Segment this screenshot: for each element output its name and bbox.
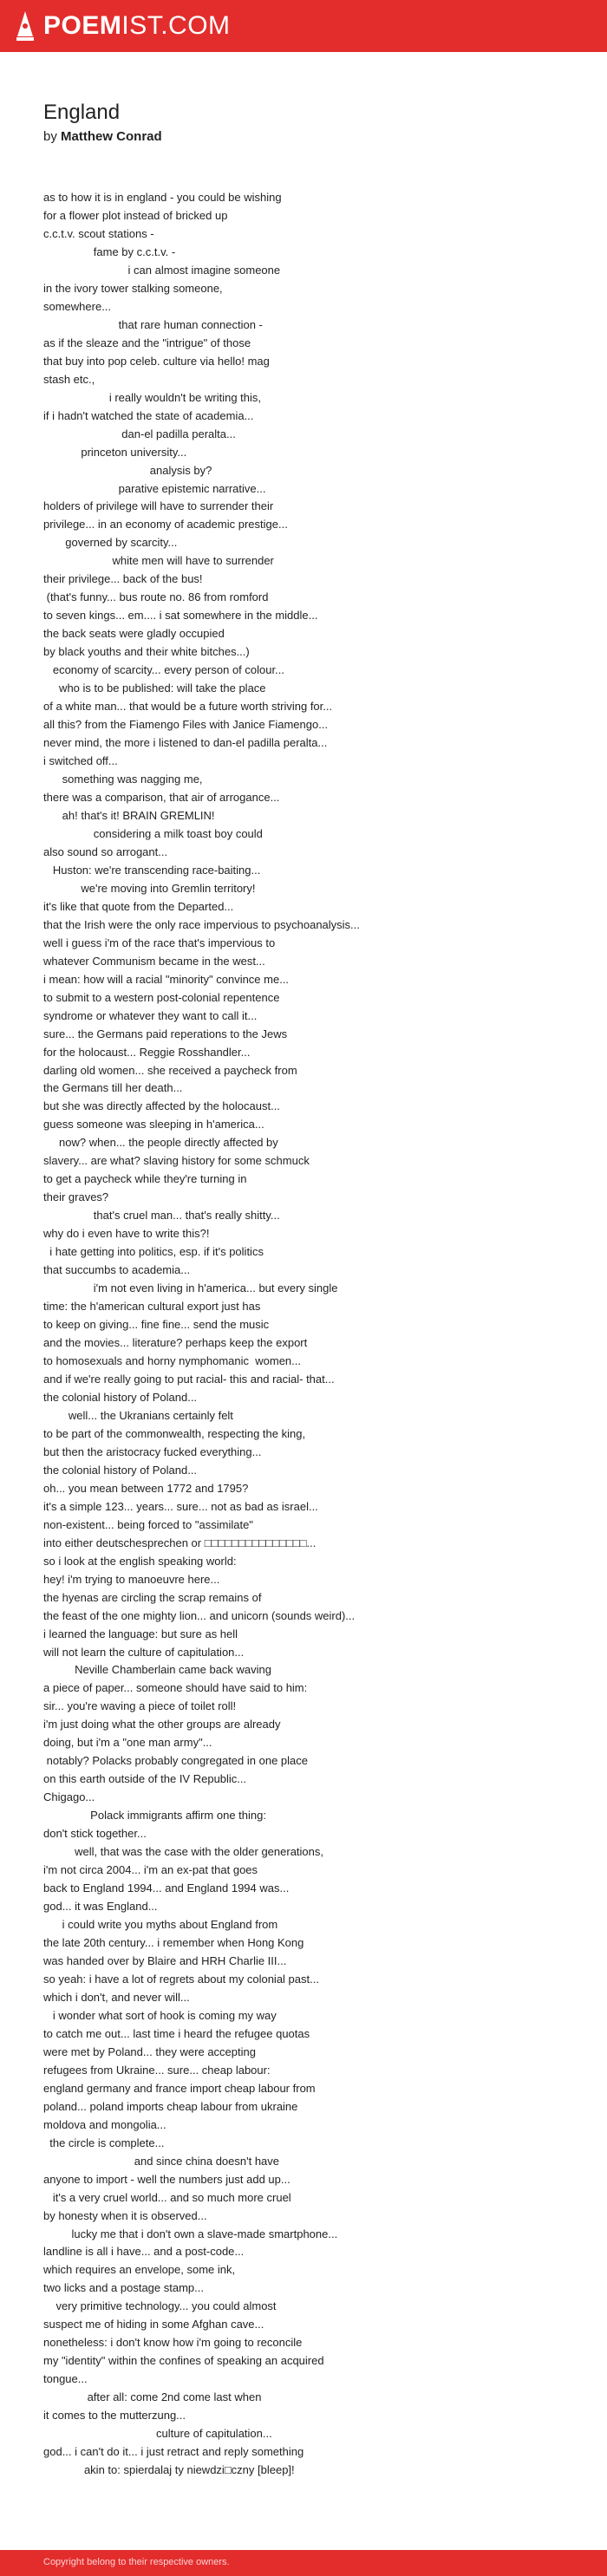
poem-line: why do i even have to write this?!: [43, 1227, 210, 1241]
poem-line: (that's funny... bus route no. 86 from romford: [43, 590, 269, 604]
poem-line: the circle is complete...: [43, 2136, 165, 2149]
poem-line: Polack immigrants affirm one thing:: [43, 1809, 266, 1823]
poem-line: ah! that's it! BRAIN GREMLIN!: [43, 808, 215, 822]
logo-text-bold: POEM: [43, 11, 122, 40]
poem-line: to submit to a western post-colonial repentence: [43, 990, 280, 1004]
poem-line: i'm not circa 2004... i'm an ex-pat that goes: [43, 1863, 258, 1877]
poem-line: anyone to import - well the numbers just add up...: [43, 2172, 290, 2186]
poem-line: don't stick together...: [43, 1827, 147, 1841]
poem-line: by honesty when it is observed...: [43, 2208, 207, 2222]
poem-line: on this earth outside of the IV Republic...: [43, 1772, 247, 1786]
poem-line: something was nagging me,: [43, 773, 203, 786]
poem-line: refugees from Ukraine... sure... cheap labour:: [43, 2063, 271, 2077]
poem-line: there was a comparison, that air of arrogance...: [43, 790, 280, 804]
poem-line: non-existent... being forced to "assimilate": [43, 1517, 253, 1531]
poem-line: as to how it is in england - you could be wishing: [43, 191, 282, 204]
poem-line: whatever Communism became in the west...: [43, 954, 265, 968]
poem-line: sir... you're waving a piece of toilet roll!: [43, 1699, 237, 1713]
poem-line: after all: come 2nd come last when: [43, 2390, 262, 2404]
poem-line: now? when... the people directly affected by: [43, 1136, 278, 1150]
poem-line: well i guess i'm of the race that's impervious to: [43, 936, 276, 949]
poem-line: poland... poland imports cheap labour from ukraine: [43, 2099, 298, 2113]
poem-body: [43, 189, 581, 2480]
poem-line: stash etc.,: [43, 372, 95, 386]
poem-line: tongue...: [43, 2372, 88, 2386]
poem-line: fame by c.c.t.v. -: [43, 245, 176, 258]
poem-line: it's a very cruel world... and so much more cruel: [43, 2190, 291, 2204]
poem-line: that buy into pop celeb. culture via hello! mag: [43, 354, 270, 368]
poem-line: god... i can't do it... i just retract and reply something: [43, 2445, 304, 2459]
poem-line: i'm just doing what the other groups are already: [43, 1718, 281, 1731]
poem-line: the hyenas are circling the scrap remains of: [43, 1590, 262, 1604]
poem-line: that's cruel man... that's really shitty...: [43, 1209, 280, 1223]
poem-line: as if the sleaze and the "intrigue" of those: [43, 336, 251, 349]
poem-line: but she was directly affected by the holocaust...: [43, 1099, 280, 1113]
poem-line: Neville Chamberlain came back waving: [43, 1663, 271, 1677]
poem-line: their graves?: [43, 1190, 109, 1204]
poem-line: to be part of the commonwealth, respecting the king,: [43, 1426, 306, 1440]
poem-line: all this? from the Fiamengo Files with Janice Fiamengo...: [43, 718, 329, 732]
poem-line: governed by scarcity...: [43, 536, 178, 550]
poem-line: moldova and mongolia...: [43, 2117, 166, 2131]
poem-line: to catch me out... last time i heard the refugee quotas: [43, 2026, 310, 2040]
poem-line: so yeah: i have a lot of regrets about my colonial past...: [43, 1972, 319, 1986]
poem-line: dan-el padilla peralta...: [43, 427, 236, 440]
poem-line: guess someone was sleeping in h'america...: [43, 1118, 264, 1131]
poem-line: to keep on giving... fine fine... send the music: [43, 1318, 270, 1332]
copyright-notice: Copyright belong to their respective owners.: [43, 2557, 230, 2567]
poem-line: that succumbs to academia...: [43, 1263, 191, 1277]
poem-line: slavery... are what? slaving history for some schmuck: [43, 1154, 310, 1168]
poem-line: a piece of paper... someone should have said to him:: [43, 1681, 308, 1695]
poem-line: suspect me of hiding in some Afghan cave...: [43, 2318, 264, 2331]
poem-line: very primitive technology... you could almost: [43, 2299, 277, 2313]
ink-pen-nib-icon: [16, 10, 35, 42]
poem-line: in the ivory tower stalking someone,: [43, 281, 223, 295]
poem-line: sure... the Germans paid reperations to the Jews: [43, 1027, 288, 1040]
poem-line: to seven kings... em.... i sat somewhere in the middle...: [43, 609, 318, 623]
poem-line: the back seats were gladly occupied: [43, 627, 225, 641]
poem-line: akin to: spierdalaj ty niewdzi□czny [bleep]!: [43, 2463, 295, 2477]
poem-line: so i look at the english speaking world:: [43, 1554, 237, 1568]
site-footer: [0, 2550, 607, 2576]
poem-line: culture of capitulation...: [43, 2427, 272, 2441]
author-link[interactable]: Matthew Conrad: [61, 129, 162, 144]
poem-line: the Germans till her death...: [43, 1081, 183, 1095]
poem-line: that rare human connection -: [43, 317, 263, 331]
poem-line: it's like that quote from the Departed...: [43, 899, 234, 913]
poem-line: and since china doesn't have: [43, 2154, 280, 2168]
poem-line: back to England 1994... and England 1994 was...: [43, 1881, 290, 1895]
poem-line: i wonder what sort of hook is coming my way: [43, 2008, 277, 2022]
poem-line: which requires an envelope, some ink,: [43, 2263, 236, 2277]
poem-line: of a white man... that would be a future worth striving for...: [43, 700, 333, 714]
poem-line: to homosexuals and horny nymphomanic women...: [43, 1354, 301, 1367]
poem-line: syndrome or whatever they want to call it...: [43, 1008, 258, 1022]
poem-line: but then the aristocracy fucked everything...: [43, 1445, 262, 1458]
poem-line: holders of privilege will have to surrender their: [43, 499, 274, 513]
poem-byline: [43, 128, 162, 146]
poem-line: considering a milk toast boy could: [43, 826, 263, 840]
poem-line: privilege... in an economy of academic prestige...: [43, 518, 288, 532]
poem-line: i switched off...: [43, 754, 118, 768]
poem-line: the feast of the one mighty lion... and unicorn (sounds weird)...: [43, 1608, 356, 1622]
poem-line: darling old women... she received a paycheck from: [43, 1063, 297, 1077]
poem-line: were met by Poland... they were accepting: [43, 2044, 256, 2058]
poem-line: c.c.t.v. scout stations -: [43, 226, 154, 240]
poem-line: we're moving into Gremlin territory!: [43, 881, 256, 895]
poem-line: well, that was the case with the older generations,: [43, 1845, 324, 1859]
poem-line: will not learn the culture of capitulation...: [43, 1645, 245, 1659]
poem-line: analysis by?: [43, 463, 212, 477]
poem-line: white men will have to surrender: [43, 554, 274, 568]
poem-line: Chigago...: [43, 1790, 95, 1804]
site-header: [0, 0, 607, 52]
poem-line: also sound so arrogant...: [43, 845, 168, 858]
poem-line: into either deutschesprechen or □□□□□□□□□□□□□□□...: [43, 1536, 317, 1549]
poem-line: by black youths and their white bitches...): [43, 645, 250, 659]
poem-line: that the Irish were the only race impervious to psychoanalysis...: [43, 917, 360, 931]
poem-line: i really wouldn't be writing this,: [43, 390, 262, 404]
poem-line: the colonial history of Poland...: [43, 1390, 198, 1404]
poem-line: god... it was England...: [43, 1900, 158, 1914]
poem-line: the colonial history of Poland...: [43, 1463, 198, 1477]
poem-line: the late 20th century... i remember when Hong Kong: [43, 1936, 304, 1949]
poem-title: England: [43, 101, 121, 124]
poem-line: i can almost imagine someone: [43, 263, 281, 277]
poem-line: princeton university...: [43, 445, 187, 459]
poem-line: for the holocaust... Reggie Rosshandler...: [43, 1045, 251, 1059]
poem-line: landline is all i have... and a post-code...: [43, 2245, 245, 2259]
poem-line: hey! i'm trying to manoeuvre here...: [43, 1572, 220, 1586]
poem-line: two licks and a postage stamp...: [43, 2281, 204, 2295]
poem-line: which i don't, and never will...: [43, 1990, 190, 2004]
poem-line: their privilege... back of the bus!: [43, 572, 203, 586]
poem-line: who is to be published: will take the place: [43, 681, 266, 695]
poem-line: to get a paycheck while they're turning in: [43, 1172, 247, 1186]
poem-line: somewhere...: [43, 299, 112, 313]
poem-line: was handed over by Blaire and HRH Charlie III...: [43, 1953, 287, 1967]
poem-line: Huston: we're transcending race-baiting...: [43, 863, 261, 877]
poem-line: never mind, the more i listened to dan-el padilla peralta...: [43, 736, 328, 750]
poem-line: lucky me that i don't own a slave-made smartphone...: [43, 2227, 338, 2240]
poem-line: economy of scarcity... every person of colour...: [43, 663, 284, 677]
poem-line: i mean: how will a racial "minority" convince me...: [43, 972, 290, 986]
poem-line: i learned the language: but sure as hell: [43, 1627, 238, 1640]
by-label: by: [43, 129, 57, 144]
poem-line: england germany and france import cheap labour from: [43, 2081, 316, 2095]
poem-line: and if we're really going to put racial- this and racial- that...: [43, 1372, 335, 1386]
poem-line: parative epistemic narrative...: [43, 481, 266, 495]
poem-line: doing, but i'm a "one man army"...: [43, 1736, 212, 1750]
site-logo[interactable]: [16, 9, 231, 43]
poem-line: well... the Ukranians certainly felt: [43, 1408, 233, 1422]
site-logo-text: [43, 13, 231, 39]
poem-line: oh... you mean between 1772 and 1795?: [43, 1481, 249, 1495]
poem-line: time: the h'american cultural export just has: [43, 1300, 261, 1314]
poem-line: nonetheless: i don't know how i'm going to reconcile: [43, 2336, 303, 2350]
poem-line: i hate getting into politics, esp. if it's politics: [43, 1245, 264, 1259]
poem-line: my "identity" within the confines of speaking an acquired: [43, 2354, 324, 2368]
poem-line: it comes to the mutterzung...: [43, 2409, 186, 2423]
poem-line: i could write you myths about England from: [43, 1918, 278, 1932]
logo-text-light: IST.COM: [121, 11, 231, 40]
poem-line: and the movies... literature? perhaps keep the export: [43, 1336, 308, 1350]
poem-line: notably? Polacks probably congregated in one place: [43, 1754, 308, 1768]
poem-line: if i hadn't watched the state of academia...: [43, 408, 254, 422]
poem-line: for a flower plot instead of bricked up: [43, 208, 228, 222]
poem-line: i'm not even living in h'america... but every single: [43, 1281, 338, 1295]
poem-line: it's a simple 123... years... sure... not as bad as israel...: [43, 1499, 318, 1513]
